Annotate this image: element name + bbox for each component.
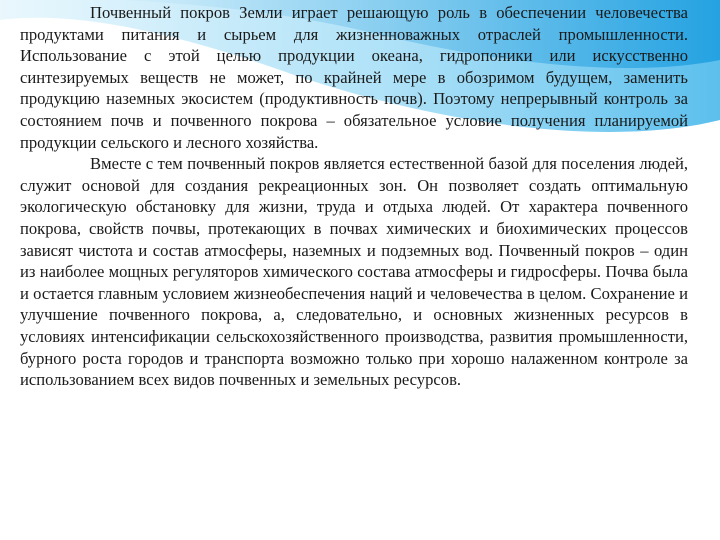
paragraph-2: Вместе с тем почвенный покров является естественной базой для поселения людей, служит основой для создания рекреационных зон. Он позволяет создать оптимальную экологическую обстановку для жизни, труда и отдыха людей. От характера почвенного покрова, свойств почвы, протекающих в почвах химических и биохимических процессов зависят чистота и состав атмосферы, наземных и подземных вод. Почвенный покров – один из наиболее мощных регуляторов химического состава атмосферы и гидросферы. Почва была и остается главным условием жизнеобеспечения наций и человечества в целом. Сохранение и улучшение почвенного покрова, а, следовательно, и основных жизненных ресурсов в условиях интенсификации сельскохозяйственного производства, развития промышленности, бурного роста городов и транспорта возможно только при хорошо налаженном контроле за использованием всех видов почвенных и земельных ресурсов. [20, 154, 688, 390]
paragraph-1: Почвенный покров Земли играет решающую роль в обеспечении человечества продуктами питания и сырьем для жизненноважных отраслей промышленности. Использование с этой целью продукции океана, гидропоники или искусственно синтезируемых веществ не может, по крайней мере в обозримом будущем, заменить продукцию наземных экосистем (продуктивность почв). Поэтому непрерывный контроль за состоянием почв и почвенного покрова – обязательное условие получения планируемой продукции сельского и лесного хозяйства. [20, 3, 688, 152]
document-text [20, 2, 688, 391]
